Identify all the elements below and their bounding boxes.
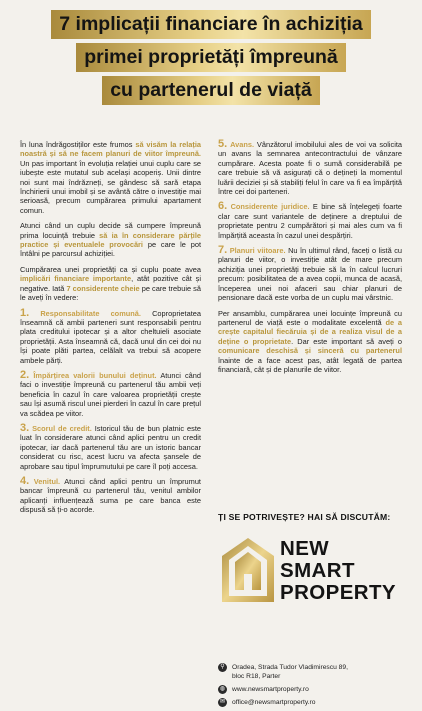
consideration-item: 3. Scorul de credit. Istoricul tău de bun platnic este luat în considerare atunci când aplici pentru un credit ipotecar, iar dacă partenerul tău are un istoric bancar considerat cu risc, acest lucru va afecta șansele de aprobare sau tipul împrumutului pe care îl poți accesa.	[20, 421, 201, 471]
call-to-action: ȚI SE POTRIVEȘTE? HAI SĂ DISCUTĂM:	[218, 512, 391, 522]
email-row[interactable]	[218, 698, 348, 707]
title-line-2: primei proprietăți împreună	[76, 43, 346, 72]
consideration-item: 4. Venitul. Atunci când aplici pentru un împrumut bancar împreună cu partenerul tău, venitul ambilor aplicanți influențează suma pe care banca este dispusă să ți-o acorde.	[20, 475, 201, 515]
intro-paragraph-1: În luna îndrăgostiților este frumos să visăm la relația noastră și să ne facem planuri de viitor împreună. Un pas important în evoluția relației unui cuplu care se iubește este mutatul sub același acoperiș. Unii dintre noi sunt mai îndrăzneți, se gândesc să sară etapa închirierii unui imobil și se avântă către o investiție mai serioasă, precum cumpărarea primului apartament comun.	[20, 140, 201, 215]
email-icon: ✉	[219, 699, 226, 705]
brand-name: NEW SMART PROPERTY	[280, 537, 396, 604]
left-column	[20, 140, 201, 521]
brand-logo	[218, 532, 402, 648]
consideration-item: 1. Responsabilitate comună. Coproprietatea înseamnă că ambii parteneri sunt responsabili pentru plata creditului ipotecar și a altor cheltuieli asociate proprietății. Asta înseamnă că, dacă unul din cei doi nu își poate plăti partea, celălalt va trebui să acopere ambele părți.	[20, 306, 201, 365]
title-line-1: 7 implicații financiare în achiziția	[51, 10, 370, 39]
article-title	[0, 10, 422, 109]
address-row: ⚲ Oradea, Strada Tudor Vladimirescu 89, bloc R18, Parter	[218, 663, 348, 681]
location-icon: ⚲	[218, 663, 227, 672]
consideration-item: 6. Considerente juridice. E bine să înțelegeți foarte clar care sunt variantele de deținere a dreptului de proprietate pentru 2 cumpărători și mai ales cum va fi împărțită aceasta în cazul unei despărțiri.	[218, 200, 402, 240]
conclusion-paragraph: Per ansamblu, cumpărarea unei locuințe împreună cu partenerul de viață este o modalitate excelentă de a crește capitalul fiecăruia și de a realiza visul de a deține o proprietate. Dar este important să aveți o comunicare deschisă și sinceră cu partenerul înainte de a face acest pas, atât legată de partea financiară, cât și de planurile de viitor.	[218, 308, 402, 374]
email-link[interactable]: office@newsmartproperty.ro	[232, 699, 316, 706]
globe-icon: ◍	[219, 686, 226, 692]
consideration-item: 2. Împărțirea valorii bunului deținut. Atunci când faci o investiție împreună cu partenerul tău ambii veți beneficia în cazul în care valoarea proprietății crește sau își asumă riscul unei pierderi în cazul în care prețul va scădea pe viitor.	[20, 368, 202, 418]
website-link[interactable]: www.newsmartproperty.ro	[232, 686, 309, 693]
contact-list	[218, 663, 348, 711]
right-column	[218, 138, 403, 706]
consideration-item: 7. Planuri viitoare. Nu în ultimul rând, faceți o listă cu planuri de viitor, o investiție atât de mare precum achiziția unei proprietăți trebuie să la în calcul lucruri precum: posibilitatea de a avea copii, munca de acasă, începerea unei noi afaceri sau chiar planuri de pensionare dacă este vorba de un cuplu mai vârstnic.	[218, 244, 403, 303]
consideration-item: 5. Avans. Vânzătorul imobilului ales de voi va solicita un avans la semnarea antecontractului de vânzare cumpărare. Acesta poate fi o sumă considerabilă pe care trebuie să vă asigurați că o dețineți la momentul luării deciziei și să stabiliți felul în care va fi ea împărțită între cei doi parteneri.	[218, 138, 402, 197]
house-logo-icon	[220, 536, 276, 604]
website-row[interactable]	[218, 685, 348, 694]
intro-paragraph-2: Atunci când un cuplu decide să cumpere împreună prima locuință trebuie să ia în considerare părțile practice și eventualele provocări pe care le pot întâlni pe parcursul achiziției.	[20, 221, 202, 259]
intro-paragraph-3: Cumpărarea unei proprietăți ca și cuplu poate avea implicări financiare importante, atât pozitive cât și negative. Iată 7 considerente cheie pe care trebuie să le aveți în vedere:	[20, 264, 201, 303]
title-line-3: cu partenerul de viață	[102, 76, 320, 105]
